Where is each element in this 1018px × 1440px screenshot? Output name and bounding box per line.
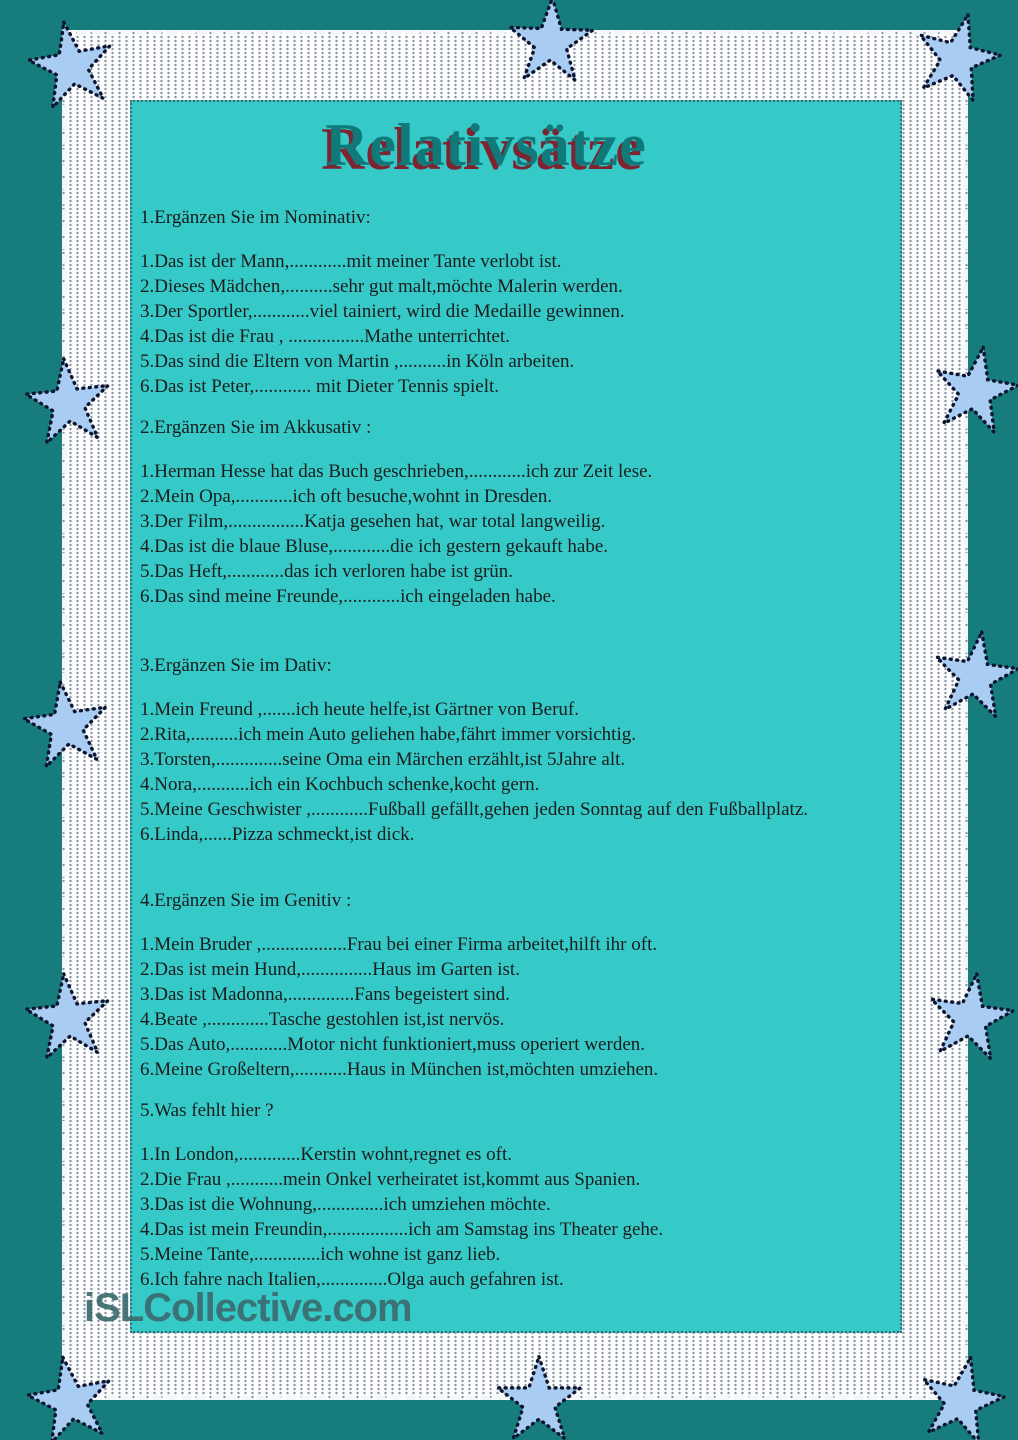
exercise-line: 5.Das Heft,............das ich verloren habe ist grün. (140, 561, 514, 582)
exercise-line: 1.Herman Hesse hat das Buch geschrieben,............ich zur Zeit lese. (140, 461, 653, 482)
exercise-line: 4.Das ist die Frau , ................Mathe unterrichtet. (140, 326, 510, 347)
section-heading: 2.Ergänzen Sie im Akkusativ : (140, 417, 372, 438)
section-heading: 1.Ergänzen Sie im Nominativ: (140, 207, 371, 228)
star-icon (20, 1348, 120, 1440)
section-genitiv (140, 888, 892, 1082)
section-akkusativ (140, 415, 892, 609)
star-icon (17, 674, 114, 771)
exercise-line: 5.Das Auto,............Motor nicht funktioniert,muss operiert werden. (140, 1034, 646, 1055)
exercise-line: 1.Das ist der Mann,............mit meiner Tante verlobt ist. (140, 251, 562, 272)
exercise-line: 2.Dieses Mädchen,..........sehr gut malt,möchte Malerin werden. (140, 276, 623, 297)
exercise-line: 4.Beate ,.............Tasche gestohlen ist,ist nervös. (140, 1009, 505, 1030)
worksheet-content (130, 100, 902, 1333)
exercise-line: 6.Das ist Peter,............ mit Dieter Tennis spielt. (140, 376, 500, 397)
exercise-line: 4.Nora,...........ich ein Kochbuch schenke,kocht gern. (140, 774, 540, 795)
section-heading: 3.Ergänzen Sie im Dativ: (140, 655, 332, 676)
exercise-line: 2.Das ist mein Hund,...............Haus im Garten ist. (140, 959, 520, 980)
section-dativ (140, 653, 892, 847)
exercise-line: 6.Das sind meine Freunde,............ich eingeladen habe. (140, 586, 556, 607)
exercise-line: 1.Mein Bruder ,..................Frau bei einer Firma arbeitet,hilft ihr oft. (140, 934, 658, 955)
exercise-line: 6.Ich fahre nach Italien,..............Olga auch gefahren ist. (140, 1269, 564, 1290)
exercise-line: 2.Rita,..........ich mein Auto geliehen habe,fährt immer vorsichtig. (140, 724, 636, 745)
star-icon (496, 1355, 582, 1440)
exercise-line: 3.Das ist Madonna,..............Fans begeistert sind. (140, 984, 510, 1005)
section-nominativ (140, 205, 892, 399)
star-icon (911, 1347, 1013, 1440)
section-heading: 5.Was fehlt hier ? (140, 1100, 274, 1121)
islcollective-watermark: iSLCollective.com (84, 1286, 412, 1330)
exercise-line: 1.Mein Freund ,.......ich heute helfe,ist Gärtner von Beruf. (140, 699, 579, 720)
star-icon (507, 0, 596, 83)
exercise-line: 5.Meine Tante,..............ich wohne ist ganz lieb. (140, 1244, 501, 1265)
exercise-line: 2.Mein Opa,............ich oft besuche,wohnt in Dresden. (140, 486, 553, 507)
star-icon (922, 966, 1018, 1063)
section-heading: 4.Ergänzen Sie im Genitiv : (140, 890, 352, 911)
star-icon (21, 353, 116, 448)
exercise-line: 3.Das ist die Wohnung,..............ich umziehen möchte. (140, 1194, 551, 1215)
exercise-line: 3.Der Sportler,............viel tainiert, wird die Medaille gewinnen. (140, 301, 625, 322)
exercise-line: 3.Torsten,..............seine Oma ein Märchen erzählt,ist 5Jahre alt. (140, 749, 626, 770)
star-icon (21, 13, 121, 113)
exercise-line: 1.In London,.............Kerstin wohnt,regnet es oft. (140, 1144, 513, 1165)
exercise-line: 5.Das sind die Eltern von Martin ,..........in Köln arbeiten. (140, 351, 575, 372)
page-title: Relativsätze (325, 112, 647, 178)
star-icon (21, 968, 116, 1063)
section-was-fehlt-hier (140, 1098, 892, 1292)
exercise-line: 5.Meine Geschwister ,............Fußball gefällt,gehen jeden Sonntag auf den Fußballplatz. (140, 799, 809, 820)
exercise-line: 4.Das ist mein Freundin,.................ich am Samstag ins Theater gehe. (140, 1219, 664, 1240)
star-icon (926, 338, 1018, 438)
exercise-line: 2.Die Frau ,...........mein Onkel verheiratet ist,kommt aus Spanien. (140, 1169, 641, 1190)
exercise-line: 6.Meine Großeltern,...........Haus in München ist,möchten umziehen. (140, 1059, 659, 1080)
star-icon (927, 624, 1018, 721)
exercise-line: 6.Linda,......Pizza schmeckt,ist dick. (140, 824, 415, 845)
exercise-line: 4.Das ist die blaue Bluse,............die ich gestern gekauft habe. (140, 536, 609, 557)
exercise-line: 3.Der Film,................Katja gesehen hat, war total langweilig. (140, 511, 606, 532)
